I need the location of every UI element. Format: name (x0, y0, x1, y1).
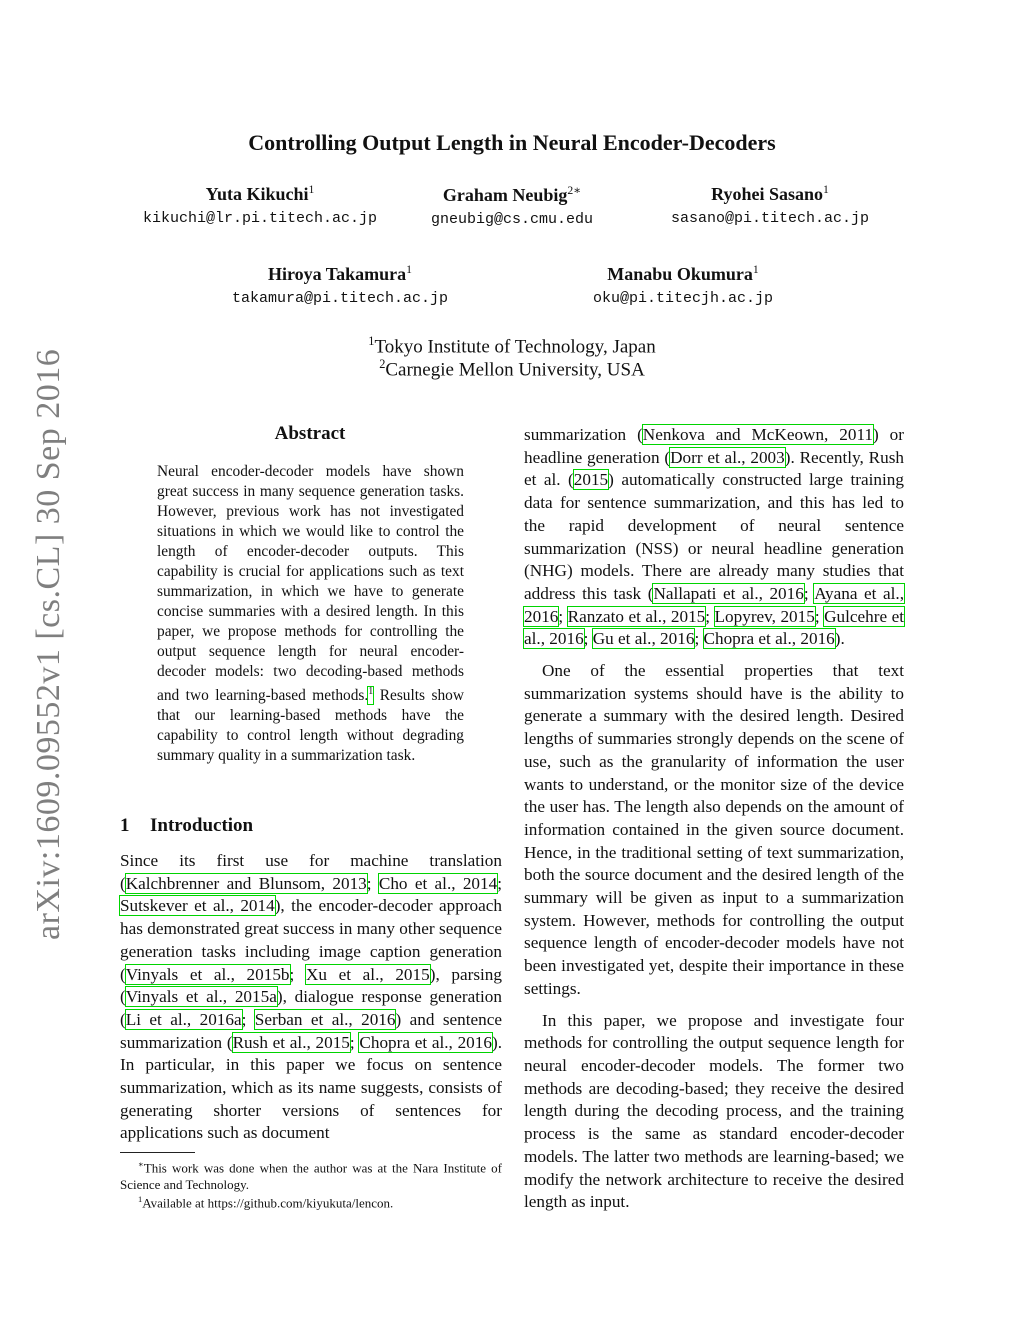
citation-link[interactable]: Nenkova and McKeown, 2011 (642, 425, 874, 444)
author-block (543, 263, 823, 307)
arxiv-stamp: arXiv:1609.09552v1 [cs.CL] 30 Sep 2016 (30, 348, 67, 940)
author-mark: 1 (823, 183, 829, 196)
author-email: sasano@pi.titech.ac.jp (670, 210, 870, 227)
footnote-link[interactable]: 1 (368, 687, 373, 704)
footnote (120, 1191, 502, 1211)
author-email: oku@pi.titecjh.ac.jp (592, 290, 774, 307)
section-number: 1 (120, 815, 130, 836)
abstract-heading: Abstract (274, 423, 346, 444)
citation-link[interactable]: Cho et al., 2014 (378, 873, 498, 893)
author-email: gneubig@cs.cmu.edu (430, 211, 594, 228)
citation-link[interactable]: Li et al., 2016a (125, 1009, 242, 1029)
citation-link[interactable]: Vinyals et al., 2015b (125, 964, 290, 984)
paragraph: One of the essential properties that text summarization systems should have is the ability to generate a summary with the desired length. Desired lengths of summaries strongly depends on the scene of use, such as the granularity of information the user wants to understand, or the monitor size of the device the user has. The length also depends on the amount of information contained in the given source document. Hence, in the traditional setting of text summarization, both the source document and the desired length of the summary will be given as input to a summarization system. However, methods for controlling the output sequence length of encoder-decoder models have not been investigated yet, despite their importance in these settings. (524, 661, 904, 998)
author-block (382, 183, 642, 228)
citation-link[interactable]: Lopyrev, 2015 (714, 606, 815, 626)
footnote (120, 1156, 502, 1193)
affiliation (0, 334, 1024, 358)
author-block (190, 263, 490, 307)
citation-link[interactable]: Serban et al., 2016 (254, 1009, 396, 1029)
affiliation (0, 357, 1024, 381)
paper-title: Controlling Output Length in Neural Encoder-Decoders (248, 130, 776, 155)
author-name: Manabu Okumura (607, 264, 753, 284)
citation-link[interactable]: Gulcehre et al., 2016 (524, 606, 905, 649)
abstract-body (157, 462, 464, 766)
abstract-text: Neural encoder-decoder models have shown great success in many sequence generation tasks. However, previous work has not investigated situations in which we would like to control the length of encoder-decoder outputs. This capability is crucial for applications such as text summarization, in which we have to generate concise summaries with a desired length. In this paper, we propose methods for controlling the output sequence length for neural encoder-decoder models: two decoding-based methods and two learning-based methods. (157, 463, 464, 705)
author-name: Ryohei Sasano (711, 184, 824, 204)
citation-link[interactable]: Ranzato et al., 2015 (567, 606, 706, 626)
author-email: takamura@pi.titech.ac.jp (231, 290, 449, 307)
citation-link[interactable]: Ayana et al., 2016 (524, 583, 904, 626)
author-block (90, 183, 430, 227)
affiliation-mark: 1 (368, 334, 375, 348)
section-heading (120, 815, 253, 837)
author-email: kikuchi@lr.pi.titech.ac.jp (142, 210, 378, 227)
citation-link[interactable]: Dorr et al., 2003 (670, 447, 785, 467)
paragraph: summarization (Nenkova and McKeown, 2011) or headline generation (Dorr et al., 2003). Recently, Rush et al. (2015) automatically constructed large training data for sentence summarization, and this has led to the rapid development of neural sentence summarization (NSS) or neural headline generation (NHG) models. There are already many studies that address this task (Nallapati et al., 2016; Ayana et al., 2016; Ranzato et al., 2015; Lopyrev, 2015; Gulcehre et al., 2016; Gu et al., 2016; Chopra et al., 2016). (524, 425, 905, 649)
footnote-mark: 1 (138, 1194, 143, 1204)
author-mark: 1 (406, 263, 413, 276)
footnote-mark: ∗ (138, 1159, 144, 1169)
author-mark: 1 (752, 263, 759, 276)
author-mark: 1 (308, 183, 315, 196)
paragraph: In this paper, we propose and investigate four methods for controlling the output sequence length for neural encoder-decoder models. The former two methods are decoding-based; they receive the desired length during the decoding process, and the training process is the same as standard encoder-decoder models. The latter two methods are learning-based; we modify the network architecture to receive the desired length as input. (524, 1010, 904, 1212)
author-name: Yuta Kikuchi (205, 184, 309, 204)
intro-right-column (524, 424, 904, 1223)
paragraph: Since its first use for machine translation (Kalchbrenner and Blunsom, 2013; Cho et al., 2014; Sutskever et al., 2014), the encoder-decoder approach has demonstrated great success in many other sequence generation tasks including image caption generation (Vinyals et al., 2015b; Xu et al., 2015), parsing (Vinyals et al., 2015a), dialogue response generation (Li et al., 2016a; Serban et al., 2016) and sentence summarization (Rush et al., 2015; Chopra et al., 2016). In particular, in this paper we focus on sentence summarization, which as its name suggests, consists of generating shorter versions of sentences for applications such as document (120, 851, 502, 1143)
author-name: Graham Neubig (442, 185, 568, 205)
citation-link[interactable]: Sutskever et al., 2014 (120, 896, 275, 916)
citation-link[interactable]: Nallapati et al., 2016 (653, 583, 804, 603)
section-title: Introduction (150, 815, 254, 836)
citation-link[interactable]: Gu et al., 2016 (592, 629, 695, 649)
affiliation-text: Tokyo Institute of Technology, Japan (374, 336, 656, 358)
affiliation-text: Carnegie Mellon University, USA (385, 359, 645, 381)
affiliation-mark: 2 (379, 357, 386, 371)
footnote-rule (120, 1152, 195, 1153)
footnote-text: Available at https://github.com/kiyukuta/lencon. (142, 1195, 394, 1211)
author-block (630, 183, 910, 227)
author-mark: 2∗ (567, 184, 582, 197)
author-name: Hiroya Takamura (267, 264, 407, 284)
citation-link[interactable]: Chopra et al., 2016 (703, 629, 835, 649)
citation-link[interactable]: Vinyals et al., 2015a (125, 987, 277, 1007)
citation-link[interactable]: Chopra et al., 2016 (359, 1032, 492, 1052)
citation-link[interactable]: Kalchbrenner and Blunsom, 2013 (125, 873, 367, 893)
abstract-text: Results show that our learning-based methods have the capability to control length without degrading summary quality in a summarization task. (157, 687, 464, 765)
intro-left-column (120, 850, 502, 1154)
citation-link[interactable]: 2015 (573, 470, 609, 490)
citation-link[interactable]: Rush et al., 2015 (232, 1032, 350, 1052)
footnote-text: This work was done when the author was at the Nara Institute of Science and Technology. (120, 1160, 502, 1193)
citation-link[interactable]: Xu et al., 2015 (305, 964, 430, 984)
